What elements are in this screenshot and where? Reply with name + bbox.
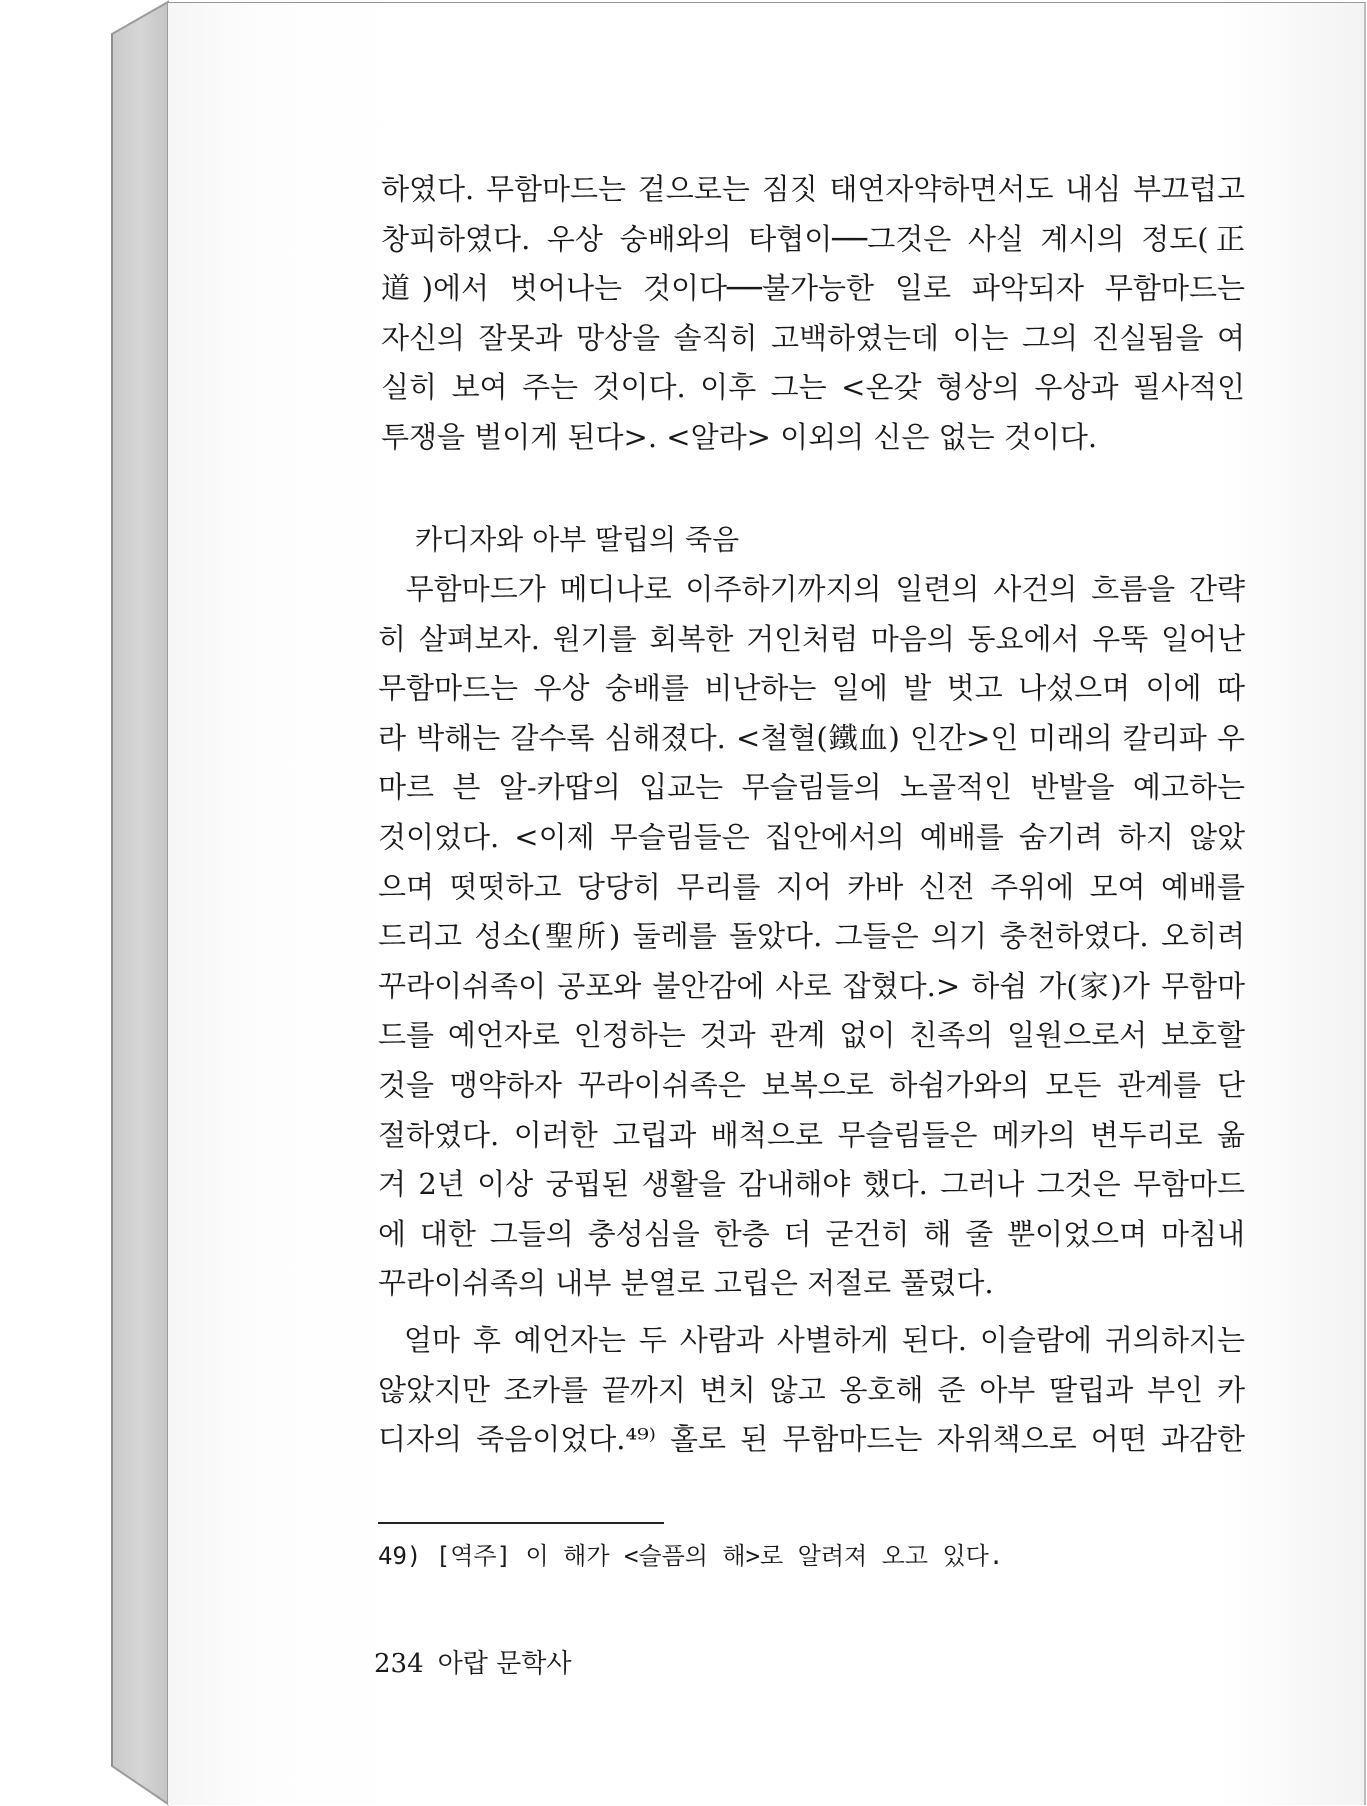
paragraph-line: 으며 떳떳하고 당당히 무리를 지어 카바 신전 주위에 모여 예배를 — [378, 869, 1245, 904]
running-title: 아랍 문학사 — [437, 1649, 572, 1679]
paragraph-line: 드리고 성소(聖所) 둘레를 돌았다. 그들은 의기 충천하였다. 오히려 — [378, 919, 1245, 954]
paragraph-line: 마르 븐 알-카땁의 입교는 무슬림들의 노골적인 반발을 예고하는 — [378, 770, 1245, 805]
paragraph-line: 창피하였다. 우상 숭배와의 타협이──그것은 사실 계시의 정도(正 — [381, 221, 1245, 256]
paragraph-line: 디자의 죽음이었다.⁴⁹⁾ 홀로 된 무함마드는 자위책으로 어떤 과감한 — [378, 1422, 1245, 1457]
footnote-divider — [378, 1522, 664, 1524]
paragraph-line: 것이었다. <이제 무슬림들은 집안에서의 예배를 숨기려 하지 않았 — [378, 819, 1245, 854]
paragraph-line: 라 박해는 갈수록 심해졌다. <철혈(鐵血) 인간>인 미래의 칼리파 우 — [378, 720, 1245, 755]
paragraph-line: 얼마 후 예언자는 두 사람과 사별하게 된다. 이슬람에 귀의하지는 — [378, 1323, 1245, 1357]
page-footer — [374, 1643, 572, 1680]
footnote: 49) [역주] 이 해가 <슬픔의 해>로 알려져 오고 있다. — [378, 1542, 1004, 1570]
paragraph-line: 자신의 잘못과 망상을 솔직히 고백하였는데 이는 그의 진실됨을 여 — [381, 320, 1245, 355]
paragraph-line: 히 살펴보자. 원기를 회복한 거인처럼 마음의 동요에서 우뚝 일어난 — [378, 621, 1245, 656]
paragraph-1 — [381, 165, 1245, 463]
paragraph-line: 겨 2년 이상 궁핍된 생활을 감내해야 했다. 그러나 그것은 무함마드 — [378, 1167, 1245, 1202]
section-heading: 카디자와 아부 딸립의 죽음 — [415, 523, 740, 556]
paragraph-line: 무함마드는 우상 숭배를 비난하는 일에 발 벗고 나섰으며 이에 따 — [378, 671, 1245, 706]
paragraph-line: 무함마드가 메디나로 이주하기까지의 일련의 사건의 흐름을 간략 — [378, 572, 1245, 606]
paragraph-line: 실히 보여 주는 것이다. 이후 그는 <온갖 형상의 우상과 필사적인 — [381, 370, 1245, 405]
paragraph-line: 않았지만 조카를 끝까지 변치 않고 옹호해 준 아부 딸립과 부인 카 — [378, 1372, 1245, 1407]
page-number: 234 — [374, 1649, 424, 1679]
paragraph-line: 道)에서 벗어나는 것이다──불가능한 일로 파악되자 무함마드는 — [381, 271, 1245, 306]
paragraph-line: 것을 맹약하자 꾸라이쉬족은 보복으로 하쉼가와의 모든 관계를 단 — [378, 1067, 1245, 1102]
paragraph-line: 투쟁을 벌이게 된다>. <알라> 이외의 신은 없는 것이다. — [381, 419, 1098, 454]
paragraph-line: 드를 예언자로 인정하는 것과 관계 없이 친족의 일원으로서 보호할 — [378, 1018, 1245, 1053]
paragraph-line: 꾸라이쉬족의 내부 분열로 고립은 저절로 풀렸다. — [378, 1266, 994, 1301]
paragraph-line: 절하였다. 이러한 고립과 배척으로 무슬림들은 메카의 변두리로 옮 — [378, 1117, 1245, 1152]
paragraph-line: 꾸라이쉬족이 공포와 불안감에 사로 잡혔다.> 하쉼 가(家)가 무함마 — [378, 968, 1245, 1003]
paragraph-3 — [378, 1316, 1245, 1465]
paragraph-2 — [378, 565, 1245, 1309]
paragraph-line: 하였다. 무함마드는 겉으로는 짐짓 태연자약하면서도 내심 부끄럽고 — [381, 172, 1245, 206]
paragraph-line: 에 대한 그들의 충성심을 한층 더 굳건히 해 줄 뿐이었으며 마침내 — [378, 1216, 1245, 1251]
